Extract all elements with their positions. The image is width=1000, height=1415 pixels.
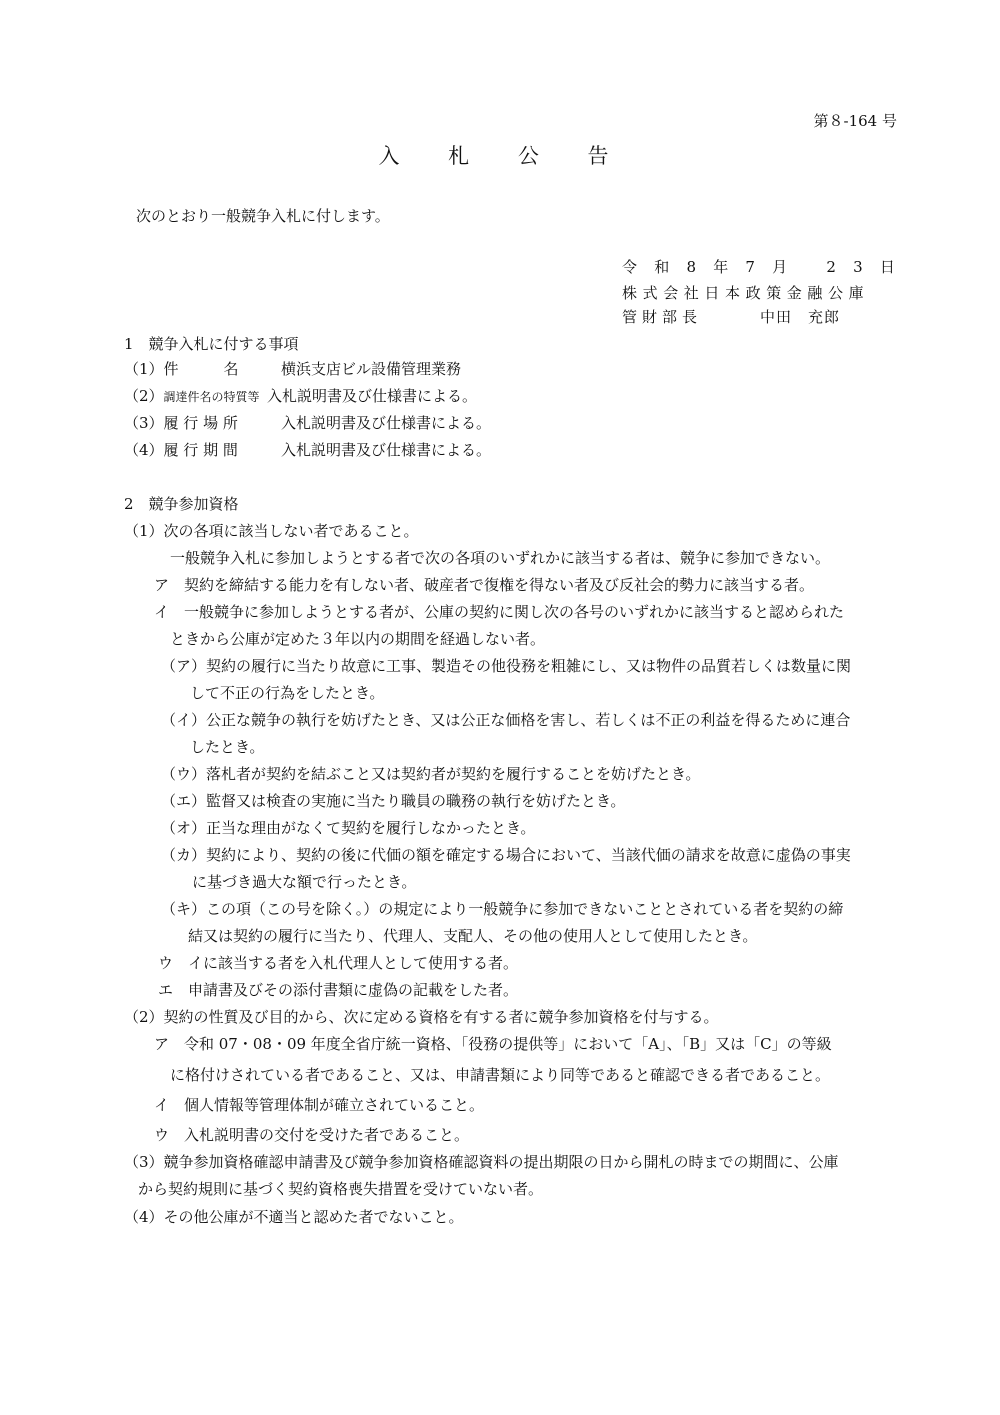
section-2-line: （ウ）落札者が契約を結ぶこと又は契約者が契約を履行することを妨げたとき。 bbox=[161, 765, 701, 783]
intro-text: 次のとおり一般競争入札に付します。 bbox=[136, 207, 390, 225]
section-2-heading: 2 競争参加資格 bbox=[124, 495, 239, 513]
date-char: 和 bbox=[654, 258, 670, 276]
date-char: 令 bbox=[622, 258, 638, 276]
section-2-line: して不正の行為をしたとき。 bbox=[190, 684, 385, 702]
section-2-line: 一般競争入札に参加しようとする者で次の各項のいずれかに該当する者は、競争に参加できない。 bbox=[170, 549, 831, 567]
section-2-line: エ 申請書及びその添付書類に虚偽の記載をした者。 bbox=[158, 981, 519, 999]
section-2-line: イ 個人情報等管理体制が確立されていること。 bbox=[154, 1096, 485, 1114]
date-char: 日 bbox=[879, 258, 895, 276]
issuer-position: 管財部長 bbox=[622, 308, 703, 326]
section-1-item-value: 入札説明書及び仕様書による。 bbox=[281, 441, 492, 459]
date-char: 年 bbox=[713, 258, 729, 276]
section-2-line: （3）競争参加資格確認申請書及び競争参加資格確認資料の提出期限の日から開札の時までの期間に、公庫 bbox=[124, 1153, 839, 1171]
section-1-item-value: 入札説明書及び仕様書による。 bbox=[267, 387, 478, 405]
issuer-organization: 株式会社日本政策金融公庫 bbox=[622, 284, 870, 302]
section-2-line: から契約規則に基づく契約資格喪失措置を受けていない者。 bbox=[138, 1180, 544, 1198]
section-2-line: ときから公庫が定めた３年以内の期間を経過しない者。 bbox=[170, 630, 546, 648]
section-2-line: （キ）この項（この号を除く。）の規定により一般競争に参加できないこととされている者を契約の締 bbox=[161, 900, 844, 918]
date-char: 8 bbox=[686, 258, 696, 276]
section-2-line: ウ イに該当する者を入札代理人として使用する者。 bbox=[158, 954, 519, 972]
section-2-line: （ア）契約の履行に当たり故意に工事、製造その他役務を粗雑にし、又は物件の品質若しくは数量に関 bbox=[161, 657, 852, 675]
section-2-line: （4）その他公庫が不適当と認めた者でないこと。 bbox=[124, 1208, 464, 1226]
section-1-item-label: （4）履 行 期 間 bbox=[124, 441, 238, 459]
section-2-line: イ 一般競争に参加しようとする者が、公庫の契約に関し次の各号のいずれかに該当すると認められた bbox=[154, 603, 845, 621]
section-2-line: ウ 入札説明書の交付を受けた者であること。 bbox=[154, 1126, 470, 1144]
section-1-heading: 1 競争入札に付する事項 bbox=[124, 335, 299, 353]
section-1-item-value: 入札説明書及び仕様書による。 bbox=[281, 414, 492, 432]
issue-date bbox=[622, 260, 895, 275]
date-char: 月 bbox=[772, 258, 788, 276]
section-2-line: （エ）監督又は検査の実施に当たり職員の職務の執行を妨げたとき。 bbox=[161, 792, 626, 810]
section-2-line: ア 契約を締結する能力を有しない者、破産者で復権を得ない者及び反社会的勢力に該当する者。 bbox=[154, 576, 815, 594]
section-1-item-label: （2）調達件名の特質等 bbox=[124, 387, 260, 405]
date-char: 3 bbox=[853, 258, 863, 276]
section-1-item-value: 横浜支店ビル設備管理業務 bbox=[281, 360, 462, 378]
section-2-line: ア 令和 07・08・09 年度全省庁統一資格、「役務の提供等」において「A」、「B」又は「C」の等級 bbox=[154, 1035, 832, 1053]
document-title: 入 札 公 告 bbox=[378, 144, 630, 168]
document-number: 第８-164 号 bbox=[813, 112, 897, 130]
section-1-item-label: （1）件 名 bbox=[124, 360, 239, 378]
date-char: 7 bbox=[745, 258, 755, 276]
section-2-line: （2）契約の性質及び目的から、次に定める資格を有する者に競争参加資格を付与する。 bbox=[124, 1008, 719, 1026]
section-2-line: （1）次の各項に該当しない者であること。 bbox=[124, 522, 419, 540]
date-char: 2 bbox=[826, 258, 836, 276]
issuer-person: 中田 充郎 bbox=[760, 308, 841, 326]
section-2-line: したとき。 bbox=[190, 738, 265, 756]
section-1-item-label-text: 調達件名の特質等 bbox=[163, 390, 260, 404]
section-2-line: （イ）公正な競争の執行を妨げたとき、又は公正な価格を害し、若しくは不正の利益を得るために連合 bbox=[161, 711, 851, 729]
section-2-line: に格付けされている者であること、又は、申請書類により同等であると確認できる者であること。 bbox=[170, 1066, 831, 1084]
section-2-line: （オ）正当な理由がなくて契約を履行しなかったとき。 bbox=[161, 819, 536, 837]
section-2-line: （カ）契約により、契約の後に代価の額を確定する場合において、当該代価の請求を故意に虚偽の事実 bbox=[161, 846, 851, 864]
section-2-line: 結又は契約の履行に当たり、代理人、支配人、その他の使用人として使用したとき。 bbox=[188, 927, 758, 945]
section-2-line: に基づき過大な額で行ったとき。 bbox=[192, 873, 417, 891]
section-1-item-label: （3）履 行 場 所 bbox=[124, 414, 238, 432]
